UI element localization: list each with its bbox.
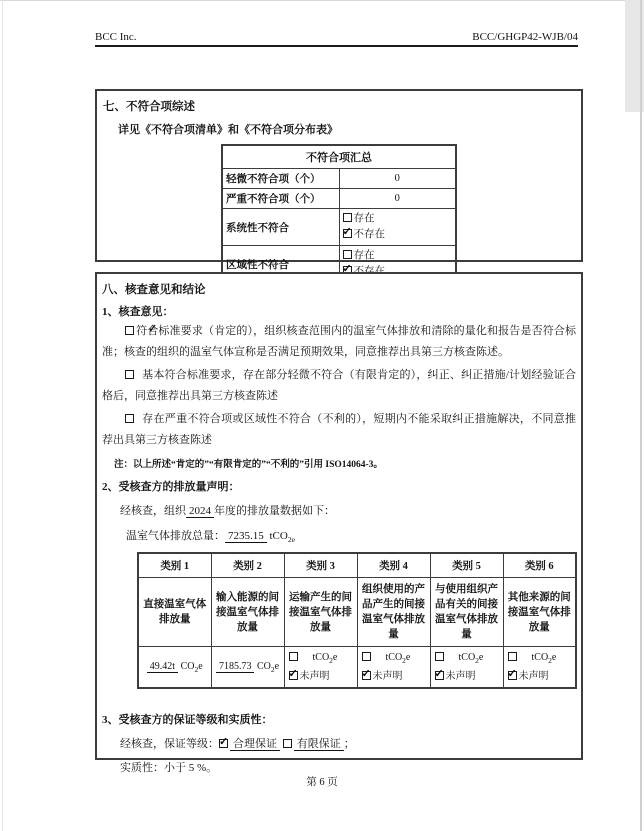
summary-table-title-cell bbox=[222, 145, 456, 169]
category-header: 类别 5 bbox=[452, 561, 481, 573]
option-label: 不存在 bbox=[353, 229, 385, 240]
checkbox-checked-icon bbox=[343, 229, 352, 238]
category-description: 直接温室气体排放量 bbox=[143, 599, 207, 626]
tco2e-option bbox=[362, 650, 428, 669]
option-label: 存在 bbox=[353, 250, 375, 261]
option-exists bbox=[343, 248, 453, 264]
category-header-cell bbox=[503, 553, 576, 578]
opinion-item-3 bbox=[102, 409, 576, 451]
section-7-box bbox=[95, 89, 583, 271]
category-description-cell bbox=[284, 578, 357, 647]
major-nc-value: 0 bbox=[394, 193, 400, 204]
opinion-text: 存在严重不符合项或区域性不符合（不利的），短期内不能采取纠正措施解决，不同意推荐出具第三方核查陈述 bbox=[102, 413, 576, 446]
checkbox-icon bbox=[283, 739, 292, 748]
category-1-value: 49.42t bbox=[147, 661, 178, 673]
opinion-text: 符合标准要求（肯定的），组织核查范围内的温室气体排放和清除的量化和报告是否符合标准；核查的组织的温室气体宣称是否满足预期效果，同意推荐出具第三方核查陈述。 bbox=[102, 325, 576, 358]
table-row bbox=[222, 189, 456, 209]
checkbox-checked-icon bbox=[362, 671, 371, 680]
category-header-cell bbox=[357, 553, 430, 578]
unit-subscript: 2 bbox=[194, 664, 199, 674]
unit-subscript: 2e bbox=[287, 535, 295, 545]
emission-total-unit bbox=[269, 530, 295, 545]
systemic-nc-label: 系统性不符合 bbox=[226, 222, 289, 234]
emission-total-value: 7235.15 bbox=[225, 530, 267, 543]
checkbox-icon bbox=[435, 652, 444, 661]
unit bbox=[386, 652, 411, 663]
checkbox-checked-icon bbox=[508, 671, 517, 680]
unit-subscript: 2 bbox=[402, 655, 406, 665]
category-1-value-cell bbox=[138, 647, 211, 689]
checkbox-icon bbox=[362, 652, 371, 661]
reasonable-assurance-label: 合理保证 bbox=[230, 738, 280, 751]
category-6-value-cell bbox=[503, 647, 576, 689]
checkbox-icon bbox=[289, 652, 298, 661]
summary-table-title: 不符合项汇总 bbox=[306, 152, 372, 164]
category-3-value-cell bbox=[284, 647, 357, 689]
category-value-row bbox=[138, 647, 576, 689]
page-header bbox=[95, 31, 578, 47]
unit-text: e bbox=[551, 651, 557, 663]
unit-text: e bbox=[405, 651, 411, 663]
tco2e-option bbox=[508, 650, 574, 669]
category-description: 其他来源的间接温室气体排放量 bbox=[507, 591, 571, 633]
checkbox-icon bbox=[125, 370, 134, 379]
emission-year-suffix: 年度的排放量数据如下： bbox=[214, 505, 335, 517]
emission-total-line bbox=[126, 527, 576, 544]
page-number: 第 6 页 bbox=[306, 777, 338, 788]
checkbox-checked-icon bbox=[125, 326, 134, 335]
unit-text: e bbox=[274, 660, 280, 672]
option-not-exists bbox=[343, 227, 453, 243]
assurance-level-line bbox=[120, 735, 576, 751]
unit-subscript: 2 bbox=[329, 655, 333, 665]
checkbox-checked-icon bbox=[219, 739, 228, 748]
unit-text: e bbox=[478, 651, 484, 663]
category-header: 类别 3 bbox=[306, 561, 335, 573]
opinion-heading: 1、核查意见： bbox=[102, 306, 174, 318]
category-description: 运输产生的间接温室气体排放量 bbox=[289, 591, 352, 633]
checkbox-icon bbox=[343, 250, 352, 259]
section-8-box bbox=[95, 272, 583, 775]
category-header: 类别 2 bbox=[233, 561, 262, 573]
category-4-value-cell bbox=[357, 647, 430, 689]
header-doc-number: BCC/GHGP42-WJB/04 bbox=[472, 31, 578, 43]
table-row bbox=[222, 145, 456, 169]
option-label: 存在 bbox=[353, 213, 375, 224]
scan-artifact-right-line bbox=[640, 0, 642, 831]
unit-text: CO bbox=[180, 660, 195, 672]
category-description-cell bbox=[503, 578, 576, 647]
emission-total-label: 温室气体排放总量： bbox=[126, 530, 225, 542]
checkbox-icon bbox=[343, 213, 352, 222]
unit-subscript: 2 bbox=[475, 655, 479, 665]
unit-subscript: 2 bbox=[548, 655, 552, 665]
emission-year-prefix: 经核查，组织 bbox=[120, 505, 186, 517]
section-7-title: 七、不符合项综述 bbox=[103, 101, 195, 113]
unit bbox=[181, 661, 203, 672]
undeclared-label: 未声明 bbox=[518, 670, 549, 682]
checkbox-checked-icon bbox=[289, 671, 298, 680]
limited-assurance-label: 有限保证 bbox=[294, 738, 344, 751]
table-row bbox=[222, 169, 456, 189]
nonconformity-summary-table bbox=[221, 144, 457, 284]
major-nc-value-cell bbox=[339, 189, 456, 209]
tco2e-option bbox=[289, 650, 355, 669]
category-description-row bbox=[138, 578, 576, 647]
checkbox-icon bbox=[125, 414, 134, 423]
category-description-cell bbox=[357, 578, 430, 647]
emission-heading: 2、受核查方的排放量声明： bbox=[102, 481, 240, 493]
minor-nc-label-cell bbox=[222, 169, 339, 189]
systemic-nc-options-cell bbox=[339, 209, 456, 246]
opinion-text: 基本符合标准要求，存在部分轻微不符合（有限肯定的），纠正、纠正措施/计划经验证合格后，同意推荐出具第三方核查陈述 bbox=[102, 369, 576, 402]
minor-nc-value-cell bbox=[339, 169, 456, 189]
unit-text: CO bbox=[256, 660, 271, 672]
unit bbox=[459, 652, 484, 663]
undeclared-label: 未声明 bbox=[299, 670, 330, 682]
checkbox-checked-icon bbox=[435, 671, 444, 680]
assurance-prefix: 经核查，保证等级： bbox=[120, 738, 219, 751]
unit-text: e bbox=[198, 660, 203, 672]
header-company: BCC Inc. bbox=[95, 31, 137, 43]
minor-nc-label: 轻微不符合项（个） bbox=[226, 174, 321, 185]
category-2-value: 7185.73 bbox=[216, 661, 255, 673]
undeclared-label: 未声明 bbox=[372, 670, 403, 682]
category-description-cell bbox=[211, 578, 284, 647]
minor-nc-value: 0 bbox=[394, 173, 400, 184]
unit bbox=[257, 661, 279, 672]
tco2e-option bbox=[435, 650, 501, 669]
category-description-cell bbox=[430, 578, 503, 647]
category-description-cell bbox=[138, 578, 211, 647]
unit-text: tCO bbox=[385, 651, 403, 663]
category-5-value-cell bbox=[430, 647, 503, 689]
category-2-value-cell bbox=[211, 647, 284, 689]
major-nc-label: 严重不符合项（个） bbox=[226, 194, 321, 205]
major-nc-label-cell bbox=[222, 189, 339, 209]
materiality-line: 实质性：小于 5 %。 bbox=[120, 762, 218, 775]
opinion-item-1 bbox=[102, 321, 576, 363]
section-7-subtitle: 详见《不符合项清单》和《不符合项分布表》 bbox=[118, 124, 338, 136]
scan-artifact-top-edge bbox=[0, 0, 644, 1]
category-header: 类别 6 bbox=[524, 561, 554, 573]
table-row bbox=[222, 209, 456, 246]
scan-artifact-left-line bbox=[2, 0, 3, 831]
option-exists bbox=[343, 211, 453, 227]
category-description: 与使用组织产品有关的间接温室气体排放量 bbox=[435, 584, 498, 641]
unit-subscript: 2 bbox=[270, 664, 275, 674]
category-header-row bbox=[138, 553, 576, 578]
unit-text: e bbox=[332, 651, 338, 663]
category-header-cell bbox=[430, 553, 503, 578]
undeclared-option bbox=[362, 669, 428, 685]
undeclared-option bbox=[508, 669, 574, 685]
checkbox-icon bbox=[508, 652, 517, 661]
assurance-tail: ； bbox=[343, 738, 355, 751]
category-header: 类别 1 bbox=[160, 561, 190, 573]
undeclared-option bbox=[289, 669, 355, 685]
unit bbox=[532, 652, 557, 663]
category-header-cell bbox=[211, 553, 284, 578]
assurance-heading: 3、受核查方的保证等级和实质性： bbox=[102, 714, 273, 727]
category-header: 类别 4 bbox=[379, 561, 408, 573]
systemic-nc-label-cell bbox=[222, 209, 339, 246]
undeclared-option bbox=[435, 669, 501, 685]
unit-text: tCO bbox=[269, 530, 288, 542]
opinion-item-2 bbox=[102, 365, 576, 407]
category-description: 组织使用的产品产生的间接温室气体排放量 bbox=[362, 584, 425, 641]
unit-text: tCO bbox=[458, 651, 476, 663]
section-8-title: 八、核查意见和结论 bbox=[102, 284, 206, 296]
category-header-cell bbox=[138, 553, 211, 578]
emission-year-line bbox=[120, 502, 576, 518]
unit-text: tCO bbox=[531, 651, 549, 663]
category-header-cell bbox=[284, 553, 357, 578]
unit bbox=[313, 652, 338, 663]
opinion-note: 注：以上所述“肯定的”“有限肯定的”“不利的”引用 ISO14064-3。 bbox=[114, 460, 383, 470]
category-description: 输入能源的间接温室气体排放量 bbox=[216, 591, 279, 633]
emission-categories-table bbox=[137, 552, 577, 689]
unit-text: tCO bbox=[312, 651, 330, 663]
undeclared-label: 未声明 bbox=[445, 670, 476, 682]
regional-nc-label: 区域性不符合 bbox=[226, 259, 289, 271]
emission-year-value: 2024 bbox=[186, 505, 214, 518]
